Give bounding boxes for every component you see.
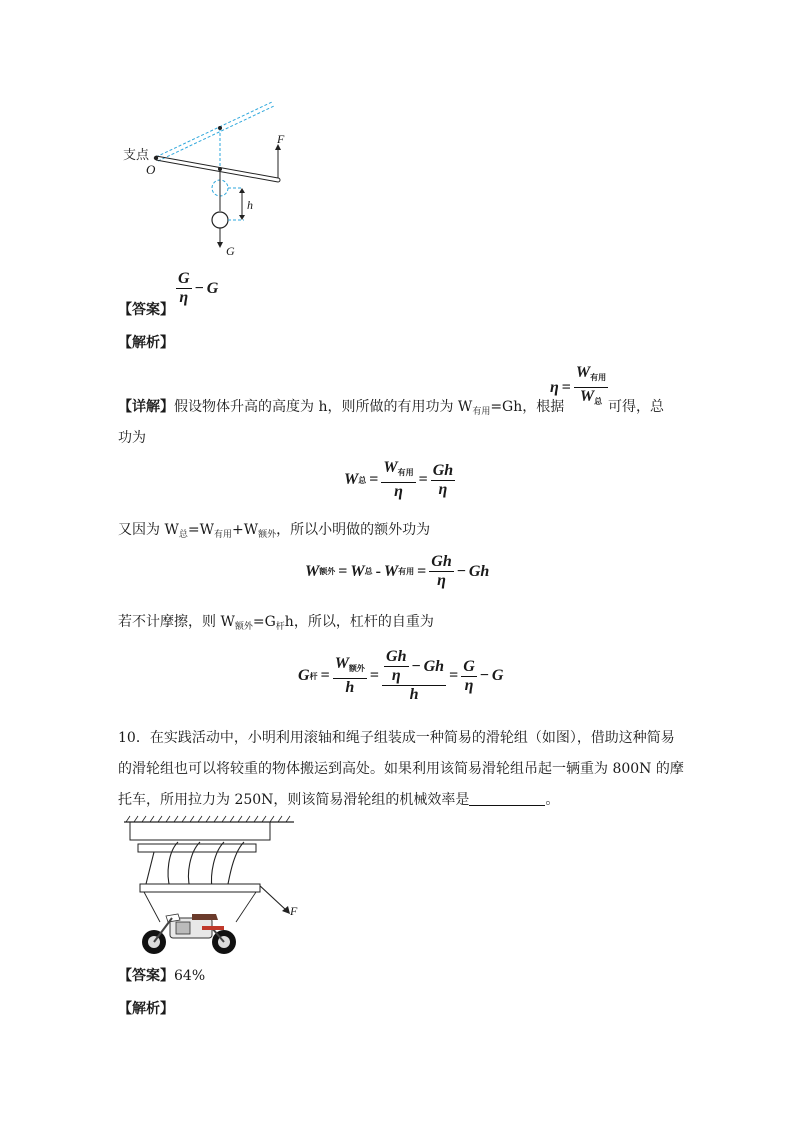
answer-line-2: 【答案】64%	[118, 968, 206, 984]
answer-value-2: 64%	[174, 968, 206, 984]
analysis-tag-1: 【解析】	[118, 335, 174, 351]
pulley-figure	[120, 814, 300, 962]
question-10-line-2: 的滑轮组也可以将较重的物体搬运到高处。如果利用该简易滑轮组吊起一辆重为 800N 的摩	[118, 761, 684, 777]
answer-tag-1: 【答案】	[118, 302, 174, 318]
question-10-line-3: 托车，所用拉力为 250N，则该简易滑轮组的机械效率是 。	[118, 792, 560, 808]
lever-diagram	[118, 96, 288, 261]
pulley-force-label: F	[290, 904, 298, 918]
lever-figure	[118, 96, 288, 261]
pivot-label: 支点	[123, 148, 150, 163]
pulley-diagram	[120, 814, 300, 962]
equation-rod-weight: G 杆 = $\frac{W_{额外}}{h}$ = $\frac{Gh}{\eta}$ − Gh h = $\frac{G}{\eta}$ − G	[298, 648, 504, 703]
detail-line-3: 又因为 $W_总=W_{有用}+W_{额外}$，所以小明做的额外功为	[118, 522, 431, 540]
equation-extra-work: W 额外 = W 总 - W 有用 = $\frac{Gh}{\eta}$ − Gh	[305, 553, 490, 589]
force-f-label: F	[277, 132, 285, 146]
answer-blank[interactable]	[469, 791, 545, 806]
weight-g-label: G	[226, 244, 235, 258]
answer-formula-1: $\frac{G}{\eta}$ − G	[178, 270, 219, 306]
height-h-label: h	[247, 198, 253, 212]
detail-line-1-end: 可得，总	[608, 399, 664, 415]
equation-total-work: W 总 = $\frac{W_{有用}}{\eta}$ = $\frac{Gh}{\eta}$	[344, 459, 454, 500]
detail-line-1: 【详解】假设物体升高的高度为 h，则所做的有用功为 $W_{有用}=Gh$，根据	[118, 399, 565, 417]
efficiency-formula: η = $\frac{W_{有用}}{W_总}$	[550, 364, 607, 406]
question-10-line-1: 10．在实践活动中，小明利用滚轴和绳子组装成一种简易的滑轮组（如图），借助这种简易	[118, 730, 675, 746]
detail-line-2: 功为	[118, 430, 146, 446]
detail-line-4: 若不计摩擦，则 $W_{额外}=G_杆h$，所以，杠杆的自重为	[118, 614, 434, 632]
analysis-tag-2: 【解析】	[118, 1001, 174, 1017]
point-o-label: O	[146, 162, 156, 177]
